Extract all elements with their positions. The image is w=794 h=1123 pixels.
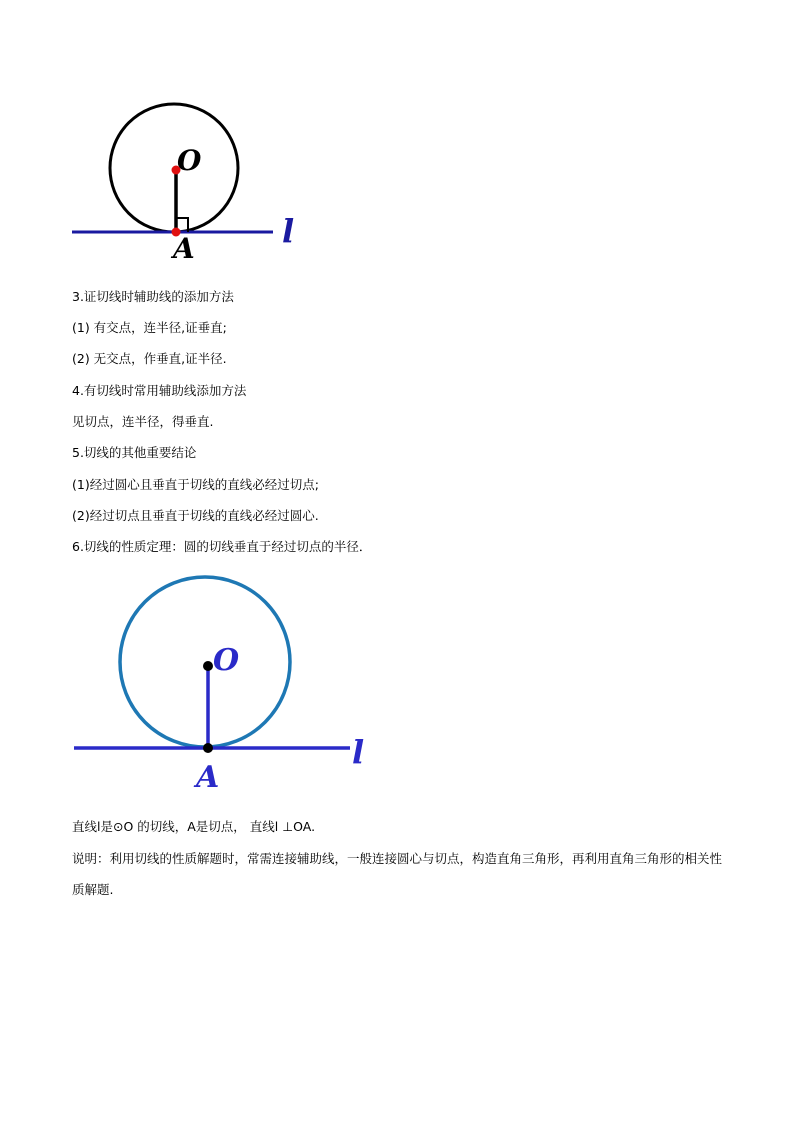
section4-title: 4.有切线时常用辅助线添加方法 [72, 383, 247, 398]
center-label-2: O [213, 643, 240, 678]
explanation-note: 说明：利用切线的性质解题时，常需连接辅助线，一般连接圆心与切点，构造直角三角形，再利用直角三角形的相关性质解题. [72, 851, 723, 897]
section5-item2: (2)经过切点且垂直于切线的直线必经过圆心. [72, 508, 319, 523]
section3-item2: (2) 无交点，作垂直,证半径. [72, 351, 227, 366]
section5-title: 5.切线的其他重要结论 [72, 445, 197, 460]
center-label-1: O [177, 144, 202, 177]
point-label-1: A [173, 232, 195, 265]
tangent-statement: 直线l是⊙O 的切线，A是切点， 直线l ⊥OA. [72, 819, 316, 834]
tangent-figure-2 [60, 560, 380, 800]
section4-text: 见切点，连半径，得垂直. [72, 414, 214, 429]
section6-title: 6.切线的性质定理：圆的切线垂直于经过切点的半径． [72, 539, 372, 554]
tangent-figure-1 [60, 90, 310, 270]
point-label-2: A [196, 760, 220, 795]
line-label-2: l [352, 733, 365, 771]
line-label-1: l [282, 212, 295, 250]
section3-title: 3.证切线时辅助线的添加方法 [72, 289, 234, 304]
section3-item1: (1) 有交点，连半径,证垂直; [72, 320, 227, 335]
tangent-point-2 [203, 743, 213, 753]
center-point-2 [203, 661, 213, 671]
section5-item1: (1)经过圆心且垂直于切线的直线必经过切点; [72, 477, 319, 492]
